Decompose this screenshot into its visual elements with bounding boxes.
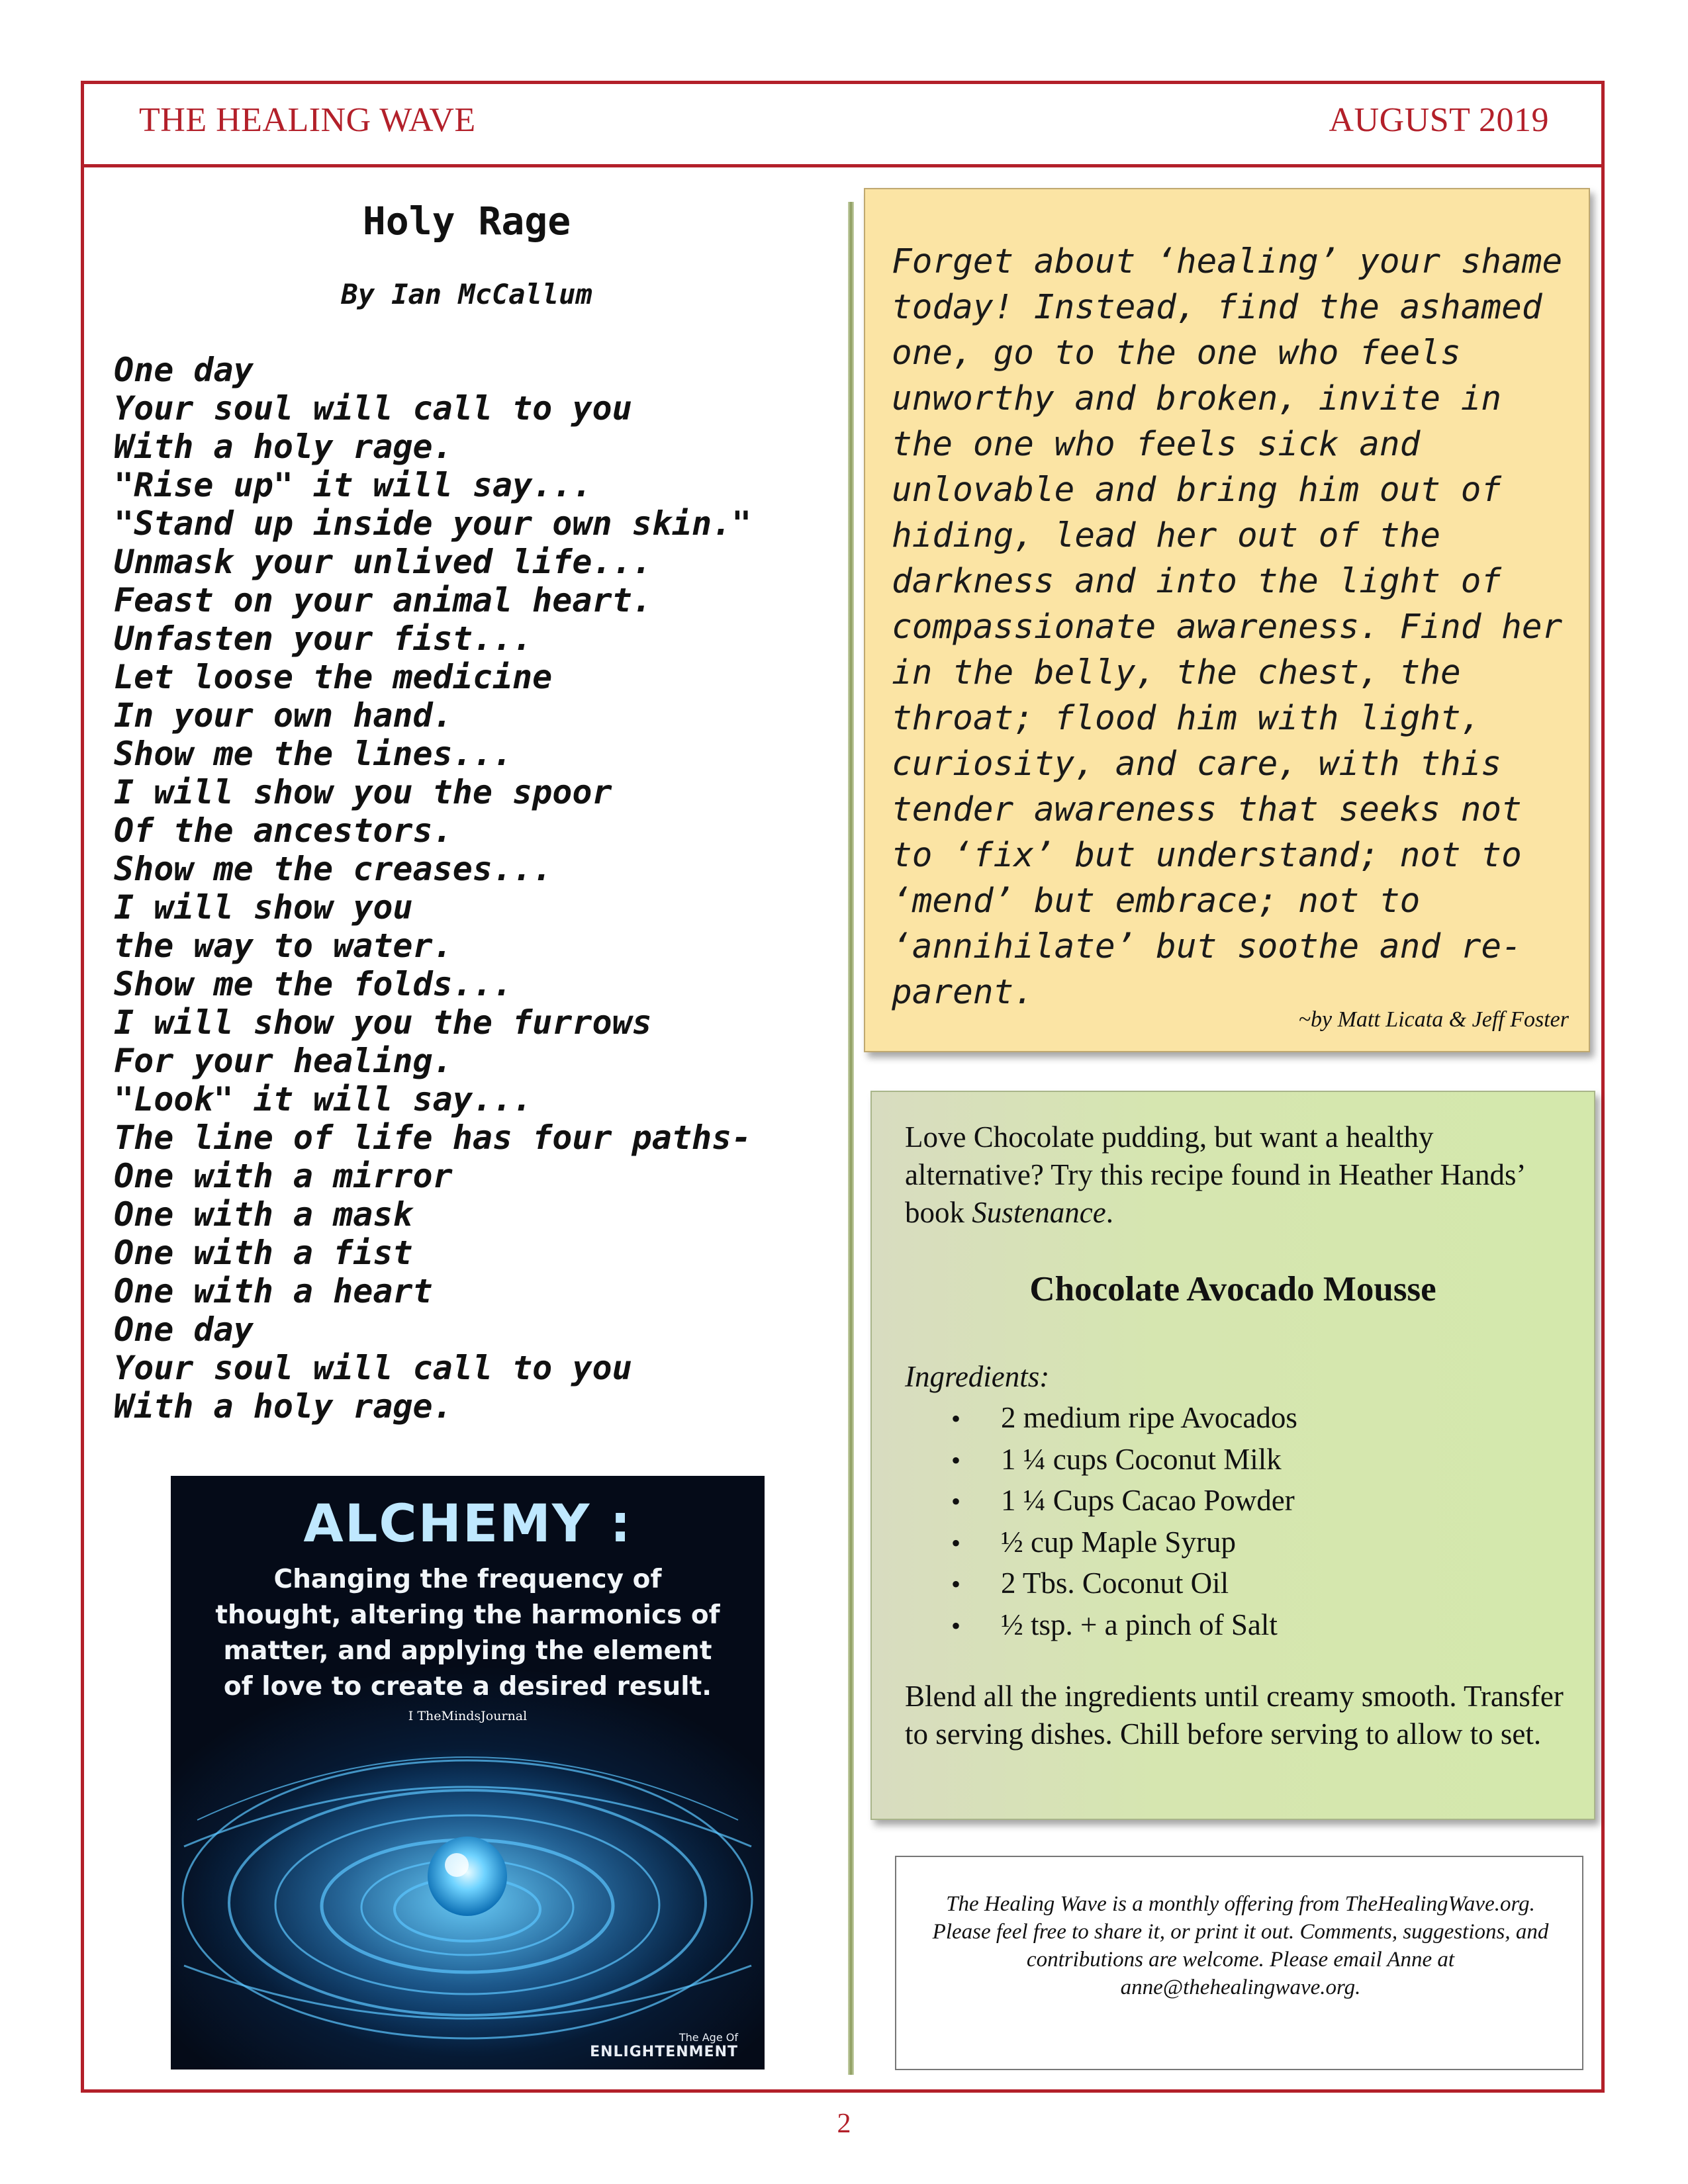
poem-line: With a holy rage. (114, 1387, 453, 1426)
poem-line: Feast on your animal heart. (114, 581, 652, 619)
poem-line: Of the ancestors. (114, 811, 453, 850)
ingredient-text: ½ tsp. + a pinch of Salt (1001, 1608, 1278, 1641)
poem-line: One with a heart (114, 1272, 433, 1310)
quote-text: Forget about ‘healing’ your shame today! Instead, find the ashamed one, go to the one who feels unworthy and broken, invite in the one who feels sick and unlovable and bring him out of hiding, lead her out of the darkness and into the light of compassionate awareness. Find her in the belly, the chest, the throat; flood him with light, curiosity, and care, with this tender awareness that seeks not to ‘fix’ but understand; not to ‘mend’ but embrace; not to ‘annihilate’ but soothe and re-parent. (892, 242, 1563, 1012)
ingredient-text: ½ cup Maple Syrup (1001, 1525, 1236, 1559)
ingredients-label: Ingredients: (905, 1360, 1050, 1393)
poem-line: the way to water. (114, 927, 453, 965)
bullet-icon: • (951, 1569, 961, 1599)
poem-line: One day (114, 351, 254, 389)
recipe-title: Chocolate Avocado Mousse (1029, 1270, 1436, 1308)
quote-attribution: ~by Matt Licata & Jeff Foster (1298, 1007, 1569, 1032)
recipe-steps: Blend all the ingredients until creamy smooth. Transfer to serving dishes. Chill before serving to allow to set. (905, 1680, 1564, 1751)
alchemy-credit: I TheMindsJournal (408, 1709, 528, 1723)
ingredient-item (951, 1522, 1297, 1564)
poem-line: For your healing. (114, 1042, 453, 1080)
alchemy-heading: ALCHEMY : (303, 1494, 632, 1554)
ingredient-text: 2 medium ripe Avocados (1001, 1401, 1297, 1434)
poem-line: With a holy rage. (114, 428, 453, 466)
poem-line: I will show you (114, 888, 413, 927)
ingredient-item (951, 1563, 1297, 1605)
newsletter-info-box (895, 1856, 1583, 2070)
poem-line: In your own hand. (114, 696, 453, 735)
poem-line: Unfasten your fist... (114, 619, 533, 658)
poem-line: One day (114, 1310, 254, 1349)
poem-line: I will show you the spoor (114, 773, 612, 811)
image-watermark (590, 2032, 738, 2060)
ingredient-text: 2 Tbs. Coconut Oil (1001, 1567, 1229, 1600)
poem-line: "Rise up" it will say... (114, 466, 592, 504)
bullet-icon: • (951, 1610, 961, 1641)
recipe-intro-end: . (1105, 1196, 1113, 1229)
poem-line: "Stand up inside your own skin." (114, 504, 752, 543)
poem-line: One with a fist (114, 1234, 413, 1272)
poem-line: One with a mirror (114, 1157, 453, 1195)
ingredient-item (951, 1398, 1297, 1439)
newsletter-title: THE HEALING WAVE (139, 101, 476, 139)
recipe-intro (905, 1118, 1567, 1232)
poem-line: I will show you the furrows (114, 1003, 652, 1042)
quote-box (864, 188, 1590, 1052)
ingredient-item (951, 1480, 1297, 1522)
bullet-icon: • (951, 1486, 961, 1516)
poem-author: By Ian McCallum (341, 278, 592, 310)
ingredient-item (951, 1439, 1297, 1481)
watermark-small: The Age Of (679, 2031, 738, 2044)
issue-date: AUGUST 2019 (1329, 101, 1549, 139)
poem-line: Your soul will call to you (114, 1349, 632, 1387)
newsletter-info-text: The Healing Wave is a monthly offering from TheHealingWave.org. Please feel free to share it, or print it out. Comments, suggestions, and contributions are welcome. Please email Anne at anne@thehealingwave.org. (932, 1892, 1549, 1999)
poem-line: "Look" it will say... (114, 1080, 533, 1118)
bullet-icon: • (951, 1445, 961, 1475)
ingredient-text: 1 ¼ Cups Cacao Powder (1001, 1484, 1295, 1517)
poem-line: Your soul will call to you (114, 389, 632, 428)
recipe-box (870, 1091, 1595, 1820)
recipe-intro-text: Love Chocolate pudding, but want a healthy alternative? Try this recipe found in Heather Hands’ book (905, 1120, 1524, 1229)
poem-line: Let loose the medicine (114, 658, 553, 696)
poem-line: Show me the lines... (114, 735, 513, 773)
ingredients-list (951, 1398, 1297, 1646)
alchemy-image (171, 1476, 765, 2070)
poem-line: Unmask your unlived life... (114, 543, 652, 581)
poem-line: Show me the creases... (114, 850, 553, 888)
poem-line: One with a mask (114, 1195, 413, 1234)
poem-line: The line of life has four paths- (114, 1118, 752, 1157)
header-divider (81, 164, 1605, 167)
poem-title: Holy Rage (362, 199, 571, 244)
poem-line: Show me the folds... (114, 965, 513, 1003)
watermark-brand: ENLIGHTENMENT (590, 2044, 738, 2060)
bullet-icon: • (951, 1404, 961, 1433)
column-divider (848, 202, 854, 2075)
ingredient-text: 1 ¼ cups Coconut Milk (1001, 1442, 1282, 1476)
book-title: Sustenance (972, 1196, 1106, 1229)
ingredient-item (951, 1605, 1297, 1647)
page-number: 2 (837, 2109, 851, 2139)
poem-body (114, 351, 829, 1426)
bullet-icon: • (951, 1527, 961, 1558)
alchemy-definition: Changing the frequency of thought, altering the harmonics of matter, and applying the element of love to create a desired result. (215, 1565, 720, 1702)
